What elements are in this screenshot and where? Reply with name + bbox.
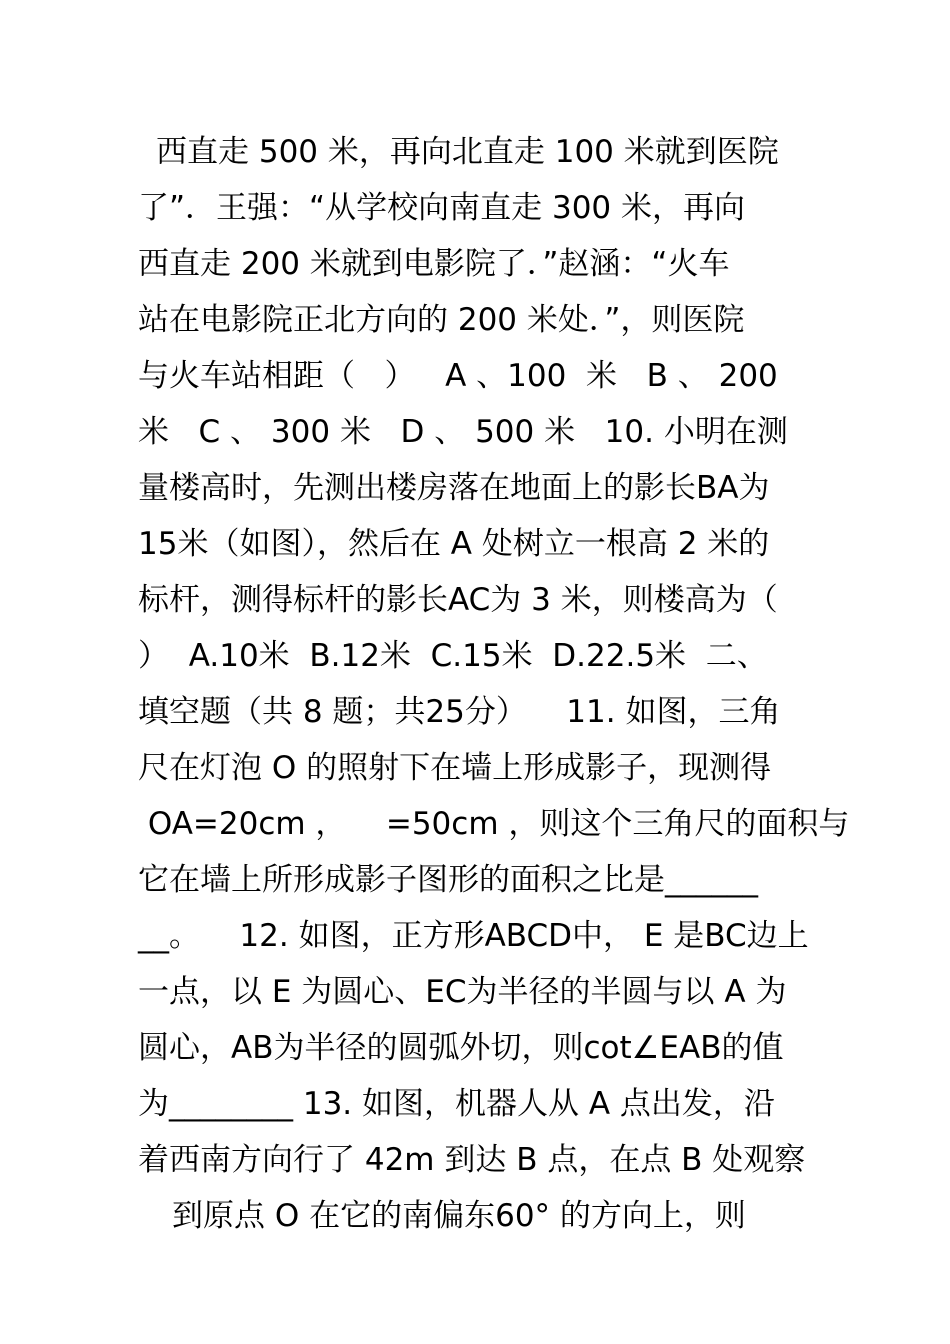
text-line-19: 着西南方向行了 42m 到达 B 点，在点 B 处观察 — [138, 1142, 806, 1178]
text-line-7: 量楼高时，先测出楼房落在地面上的影长BA为 — [138, 470, 770, 506]
text-line-2: 了”．王强：“从学校向南直走 300 米，再向 — [138, 190, 745, 226]
text-line-8: 15米（如图），然后在 A 处树立一根高 2 米的 — [138, 526, 770, 562]
text-line-4: 站在电影院正北方向的 200 米处．”，则医院 — [138, 302, 745, 338]
text-line-9: 标杆，测得标杆的影长AC为 3 米，则楼高为（ — [138, 582, 778, 618]
text-line-18: 为________ 13. 如图，机器人从 A 点出发，沿 — [138, 1086, 775, 1122]
text-line-13: OA=20cm ， =50cm ，则这个三角尺的面积与 — [138, 806, 850, 842]
text-line-17: 圆心，AB为半径的圆弧外切，则cot∠EAB的值 — [138, 1030, 784, 1066]
text-line-15: __。 12. 如图，正方形ABCD中， E 是BC边上 — [138, 918, 809, 954]
text-line-20: 到原点 O 在它的南偏东60° 的方向上，则 — [172, 1198, 746, 1234]
document-body — [138, 124, 850, 1244]
text-line-12: 尺在灯泡 O 的照射下在墙上形成影子，现测得 — [138, 750, 772, 786]
text-line-5: 与火车站相距（ ） A 、100 米 B 、 200 — [138, 358, 778, 394]
text-line-3: 西直走 200 米就到电影院了．”赵涵：“火车 — [138, 246, 730, 282]
text-line-1: 西直走 500 米，再向北直走 100 米就到医院 — [156, 134, 779, 170]
text-line-6: 米 C 、 300 米 D 、 500 米 10. 小明在测 — [138, 414, 788, 450]
text-line-10: ） A.10米 B.12米 C.15米 D.22.5米 二、 — [138, 638, 768, 674]
text-line-16: 一点，以 E 为圆心、EC为半径的半圆与以 A 为 — [138, 974, 787, 1010]
text-line-11: 填空题（共 8 题；共25分） 11. 如图，三角 — [138, 694, 781, 730]
text-line-14: 它在墙上所形成影子图形的面积之比是______ — [138, 862, 758, 898]
